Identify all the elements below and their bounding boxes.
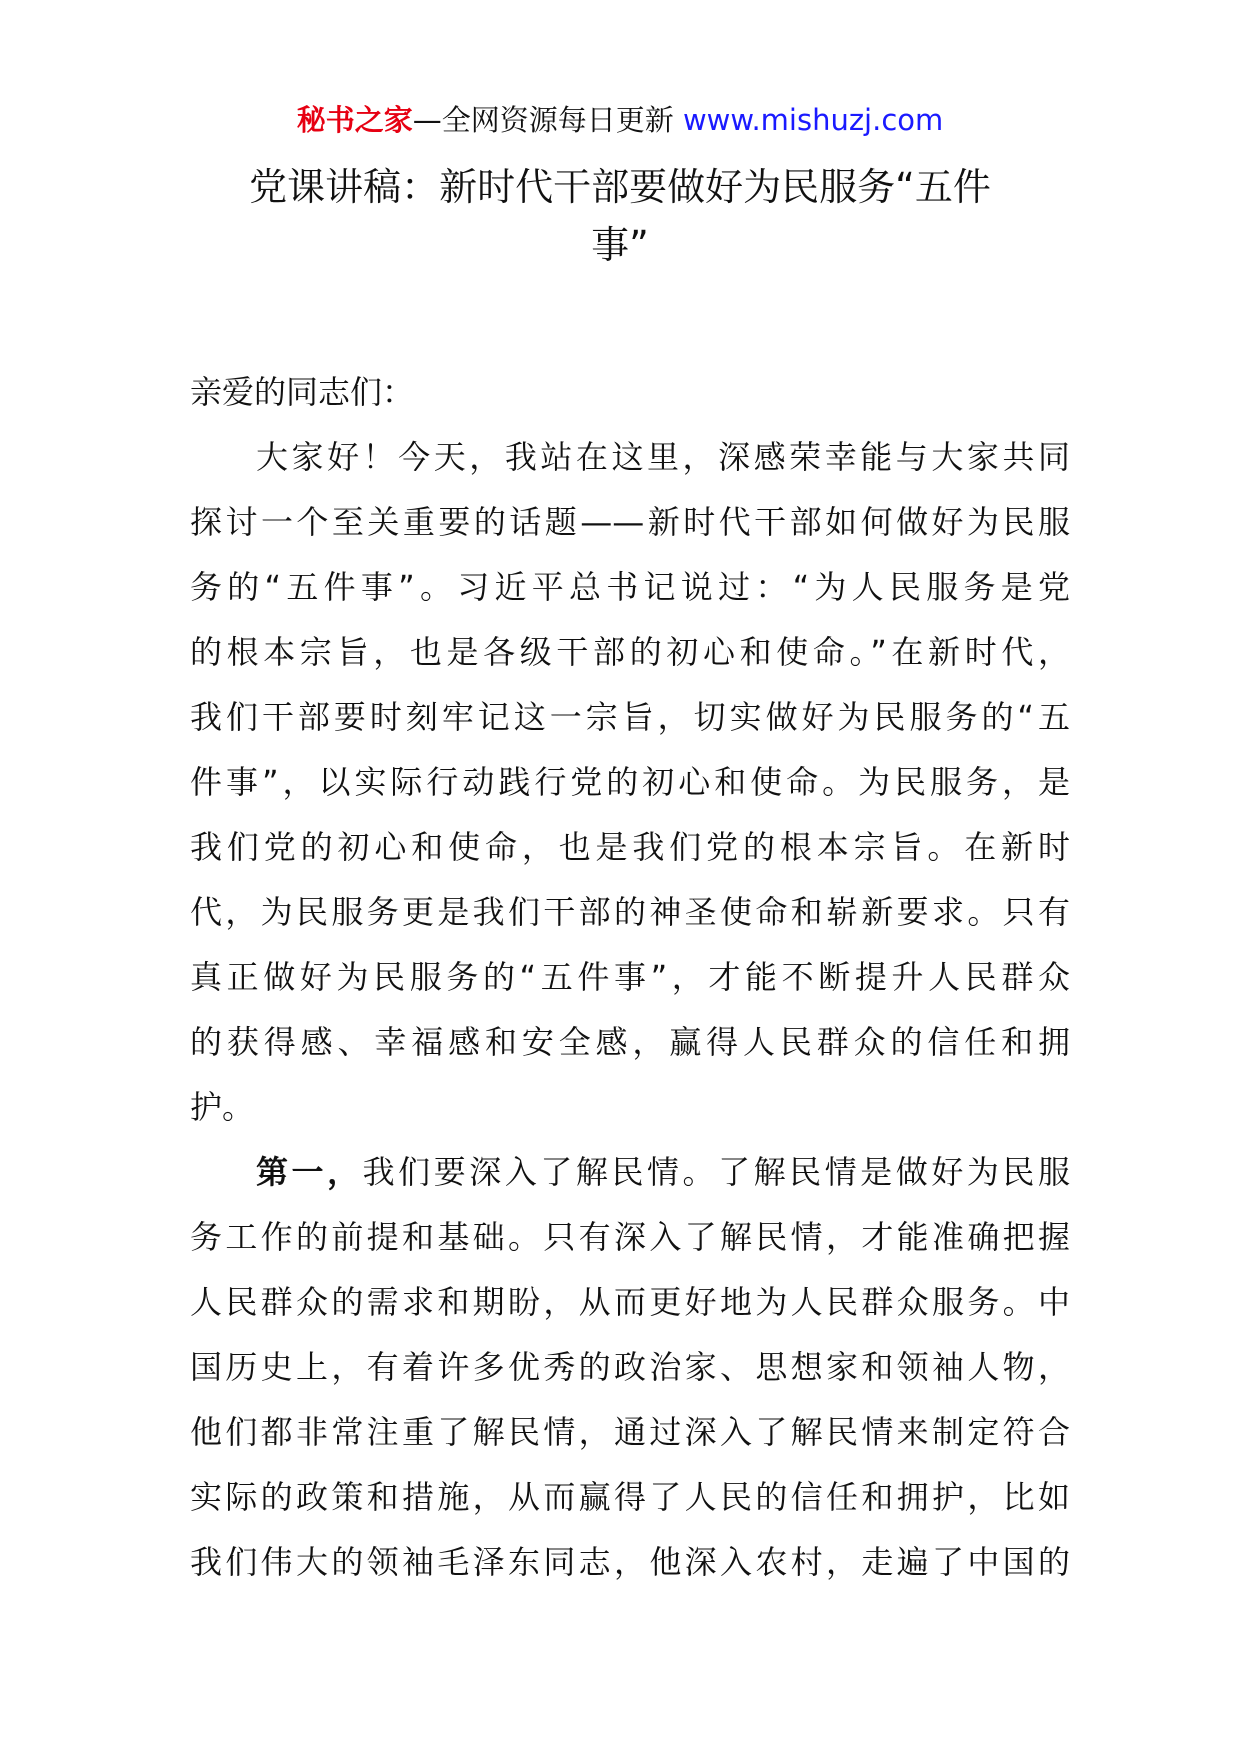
paragraph-1-line: 务的“五件事”。习近平总书记说过：“为人民服务是党 xyxy=(190,568,1070,606)
paragraph-2-line: 我们伟大的领袖毛泽东同志，他深入农村，走遍了中国的 xyxy=(190,1543,1070,1581)
paragraph-2-line: 国历史上，有着许多优秀的政治家、思想家和领袖人物， xyxy=(190,1348,1070,1386)
paragraph-1-line: 大家好！今天，我站在这里，深感荣幸能与大家共同 xyxy=(256,438,1070,476)
paragraph-1-line: 真正做好为民服务的“五件事”，才能不断提升人民群众 xyxy=(190,958,1070,996)
paragraph-1-line: 我们党的初心和使命，也是我们党的根本宗旨。在新时 xyxy=(190,828,1070,866)
site-url-link[interactable]: www.mishuzj.com xyxy=(682,103,944,137)
site-brand: 秘书之家 xyxy=(296,103,413,137)
paragraph-2-line: 他们都非常注重了解民情，通过深入了解民情来制定符合 xyxy=(190,1413,1070,1451)
paragraph-2-line: 务工作的前提和基础。只有深入了解民情，才能准确把握 xyxy=(190,1218,1070,1256)
paragraph-2-lead: 第一， xyxy=(256,1153,363,1191)
document-body xyxy=(190,360,1070,1595)
paragraph-1-line: 探讨一个至关重要的话题——新时代干部如何做好为民服 xyxy=(190,503,1070,541)
title-line-2: 事” xyxy=(591,223,649,267)
paragraph-2-first-line xyxy=(190,1140,1070,1205)
paragraph-1-line: 件事”，以实际行动践行党的初心和使命。为民服务，是 xyxy=(190,763,1070,801)
document-title xyxy=(190,158,1050,274)
site-header xyxy=(0,100,1240,140)
title-line-1: 党课讲稿：新时代干部要做好为民服务“五件 xyxy=(249,165,991,209)
paragraph-2-first-line-text: 我们要深入了解民情。了解民情是做好为民服 xyxy=(362,1153,1070,1191)
paragraph-1-line: 的获得感、幸福感和安全感，赢得人民群众的信任和拥 xyxy=(190,1023,1070,1061)
site-tagline: —全网资源每日更新 xyxy=(412,103,683,137)
paragraph-2-line: 实际的政策和措施，从而赢得了人民的信任和拥护，比如 xyxy=(190,1478,1070,1516)
paragraph-1-line: 我们干部要时刻牢记这一宗旨，切实做好为民服务的“五 xyxy=(190,698,1070,736)
paragraph-1-line: 的根本宗旨，也是各级干部的初心和使命。”在新时代， xyxy=(190,633,1070,671)
paragraph-1-line: 代，为民服务更是我们干部的神圣使命和崭新要求。只有 xyxy=(190,893,1070,931)
paragraph-2-line: 人民群众的需求和期盼，从而更好地为人民群众服务。中 xyxy=(190,1283,1070,1321)
paragraph-1-line: 护。 xyxy=(190,1088,255,1126)
greeting: 亲爱的同志们： xyxy=(190,373,415,411)
